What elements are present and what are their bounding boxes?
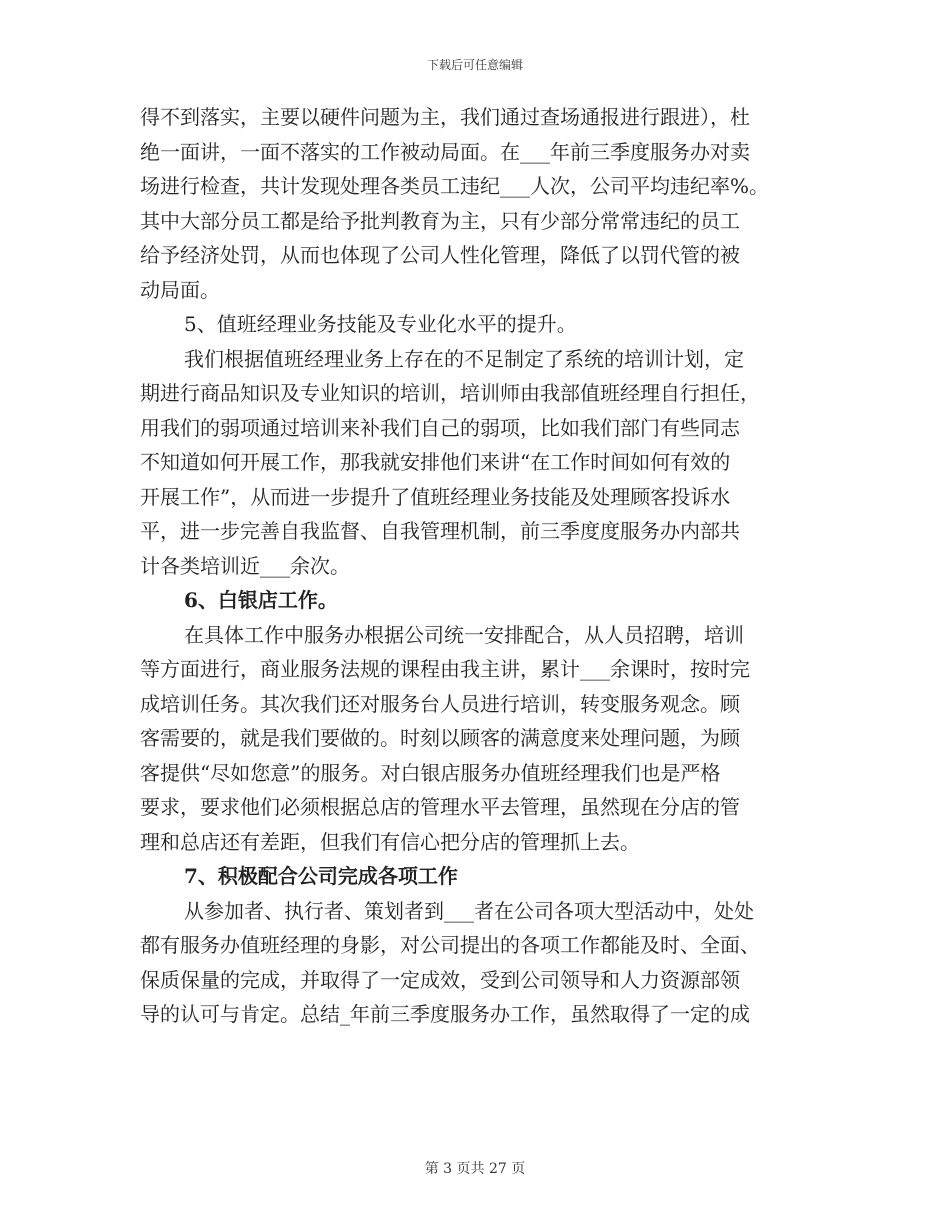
text-line: 都有服务办值班经理的身影，对公司提出的各项工作都能及时、全面、 — [140, 933, 760, 957]
section-heading: 6、白银店工作。 — [184, 588, 338, 612]
text-line: 要求，要求他们必须根据总店的管理水平去管理，虽然现在分店的管 — [140, 795, 740, 819]
text-line: 期进行商品知识及专业知识的培训，培训师由我部值班经理自行担任， — [140, 381, 760, 405]
text-line: 不知道如何开展工作，那我就安排他们来讲“在工作时间如何有效的 — [140, 450, 731, 474]
page-header: 下载后可任意编辑 — [426, 58, 523, 72]
section-heading: 5、值班经理业务技能及专业化水平的提升。 — [184, 312, 577, 336]
text-line: 计各类培训近___余次。 — [140, 553, 350, 578]
text-line: 给予经济处罚，从而也体现了公司人性化管理，降低了以罚代管的被 — [140, 243, 740, 267]
text-line: 从参加者、执行者、策划者到___者在公司各项大型活动中，处处 — [184, 898, 754, 923]
text-line: 绝一面讲，一面不落实的工作被动局面。在___年前三季度服务办对卖 — [140, 139, 750, 164]
text-line: 得不到落实，主要以硬件问题为主，我们通过查场通报进行跟进），杜 — [140, 105, 750, 129]
text-line: 场进行检查，共计发现处理各类员工违纪___人次，公司平均违纪率%。 — [140, 174, 770, 198]
text-line: 我们根据值班经理业务上存在的不足制定了系统的培训计划，定 — [184, 346, 744, 371]
text-line: 客提供“尽如您意”的服务。对白银店服务办值班经理我们也是严格 — [140, 760, 721, 785]
text-line: 平，进一步完善自我监督、自我管理机制，前三季度度服务办内部共 — [140, 519, 740, 543]
text-line: 成培训任务。其次我们还对服务台人员进行培训，转变服务观念。顾 — [140, 691, 740, 716]
text-line: 用我们的弱项通过培训来补我们自己的弱项，比如我们部门有些同志 — [140, 415, 740, 440]
page-number: 第 3 页共 27 页 — [424, 1161, 526, 1177]
text-line: 其中大部分员工都是给予批判教育为主，只有少部分常常违纪的员工 — [140, 208, 740, 233]
document-body — [140, 100, 810, 1032]
text-line: 理和总店还有差距，但我们有信心把分店的管理抓上去。 — [140, 829, 640, 854]
text-line: 保质保量的完成，并取得了一定成效，受到公司领导和人力资源部领 — [140, 967, 740, 992]
text-line: 动局面。 — [140, 277, 220, 302]
section-heading: 7、积极配合公司完成各项工作 — [184, 864, 458, 888]
text-line: 客需要的，就是我们要做的。时刻以顾客的满意度来处理问题，为顾 — [140, 726, 740, 750]
text-line: 开展工作”，从而进一步提升了值班经理业务技能及处理顾客投诉水 — [140, 484, 731, 509]
text-line: 等方面进行，商业服务法规的课程由我主讲，累计___余课时，按时完 — [140, 657, 750, 681]
text-line: 导的认可与肯定。总结_年前三季度服务办工作，虽然取得了一定的成 — [140, 1002, 750, 1026]
text-line: 在具体工作中服务办根据公司统一安排配合，从人员招聘，培训 — [184, 622, 744, 647]
